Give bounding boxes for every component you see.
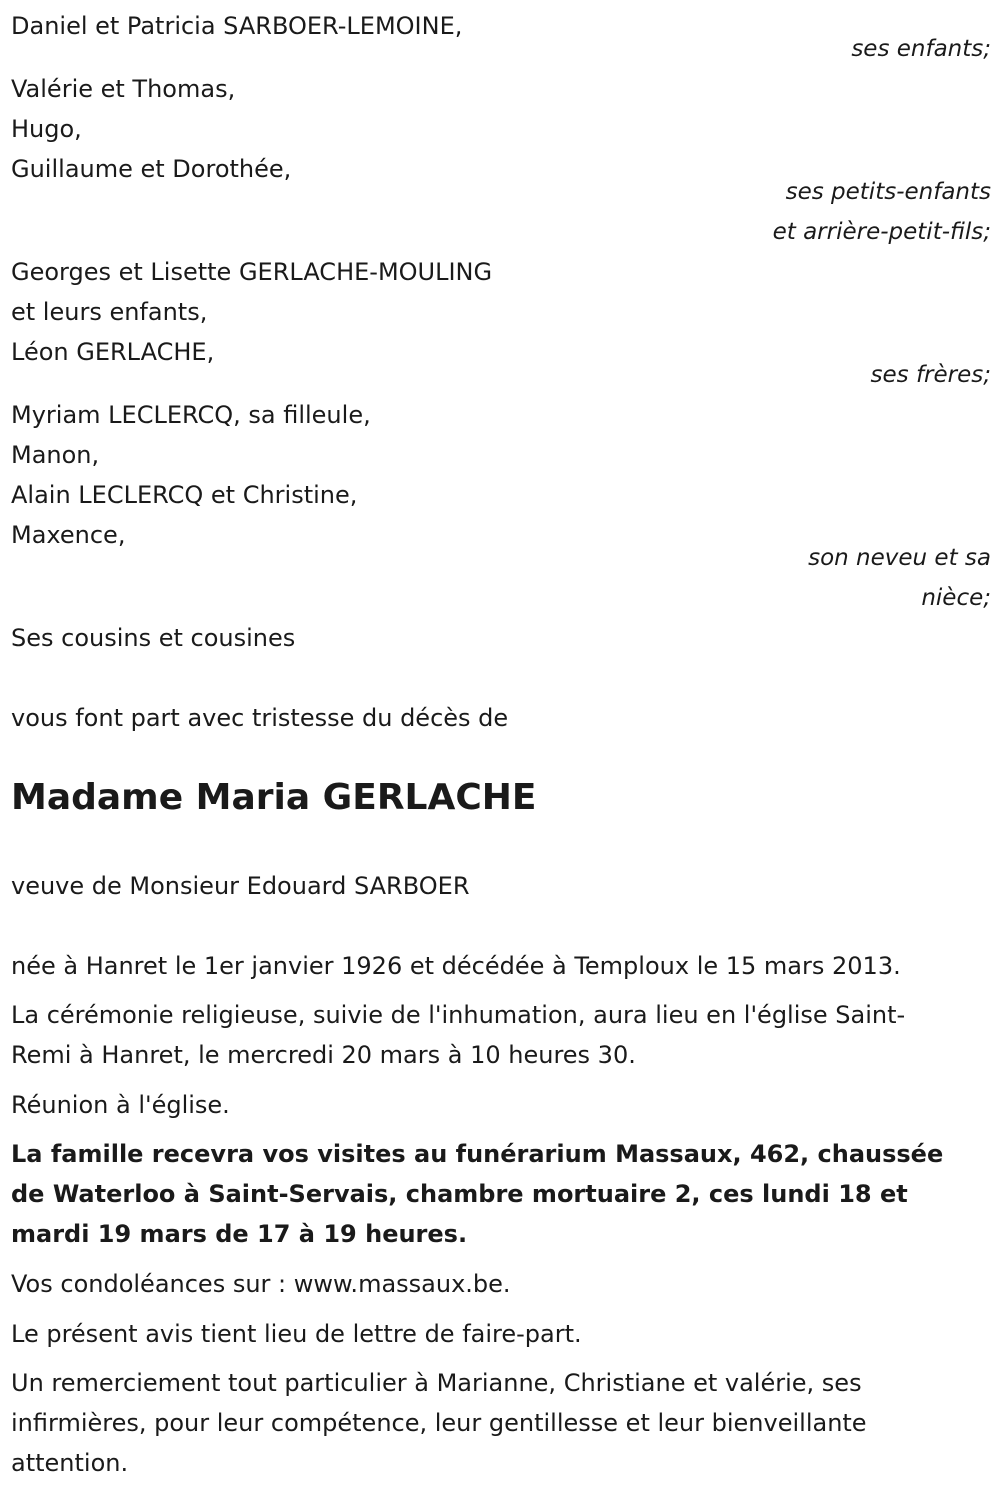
brother-1: Georges et Lisette GERLACHE-MOULING [11, 258, 493, 286]
nephew-niece-role-1: son neveu et sa [808, 545, 991, 571]
nephew-niece-4: Maxence, [11, 521, 126, 549]
grandchild-2: Hugo, [11, 115, 82, 143]
nephew-niece-role-2: nièce; [921, 585, 991, 611]
reunion: Réunion à l'église. [11, 1091, 230, 1119]
brother-2: et leurs enfants, [11, 298, 208, 326]
widow-of: veuve de Monsieur Edouard SARBOER [11, 872, 470, 900]
cousins: Ses cousins et cousines [11, 624, 296, 652]
nephew-niece-1: Myriam LECLERCQ, sa filleule, [11, 401, 371, 429]
announcement: vous font part avec tristesse du décès de [11, 704, 509, 732]
grandchild-3: Guillaume et Dorothée, [11, 155, 292, 183]
visits-details: La famille recevra vos visites au funérarium Massaux, 462, chaussée de Waterloo à Saint-Servais, chambre mortuaire 2, ces lundi 18 et mardi 19 mars de 17 à 19 heures. [11, 1140, 944, 1248]
deceased-name: Madame Maria GERLACHE [11, 777, 537, 818]
brother-3: Léon GERLACHE, [11, 338, 215, 366]
grandchildren-role-2: et arrière-petit-fils; [772, 219, 991, 245]
condolences: Vos condoléances sur : www.massaux.be. [11, 1270, 511, 1298]
thanks: Un remerciement tout particulier à Marianne, Christiane et valérie, ses infirmières, pour leur compétence, leur gentillesse et leur bienveillante attention. [11, 1369, 867, 1477]
grandchildren-role-1: ses petits-enfants [785, 179, 991, 205]
ceremony-details: La cérémonie religieuse, suivie de l'inhumation, aura lieu en l'église Saint-Remi à Hanret, le mercredi 20 mars à 10 heures 30. [11, 1001, 906, 1069]
nephew-niece-2: Manon, [11, 441, 100, 469]
birth-death: née à Hanret le 1er janvier 1926 et décédée à Temploux le 15 mars 2013. [11, 952, 901, 980]
children-role: ses enfants; [851, 36, 991, 62]
grandchild-1: Valérie et Thomas, [11, 75, 236, 103]
notice: Le présent avis tient lieu de lettre de faire-part. [11, 1320, 582, 1348]
nephew-niece-3: Alain LECLERCQ et Christine, [11, 481, 358, 509]
children-names: Daniel et Patricia SARBOER-LEMOINE, [11, 12, 463, 40]
brothers-role: ses frères; [870, 362, 991, 388]
